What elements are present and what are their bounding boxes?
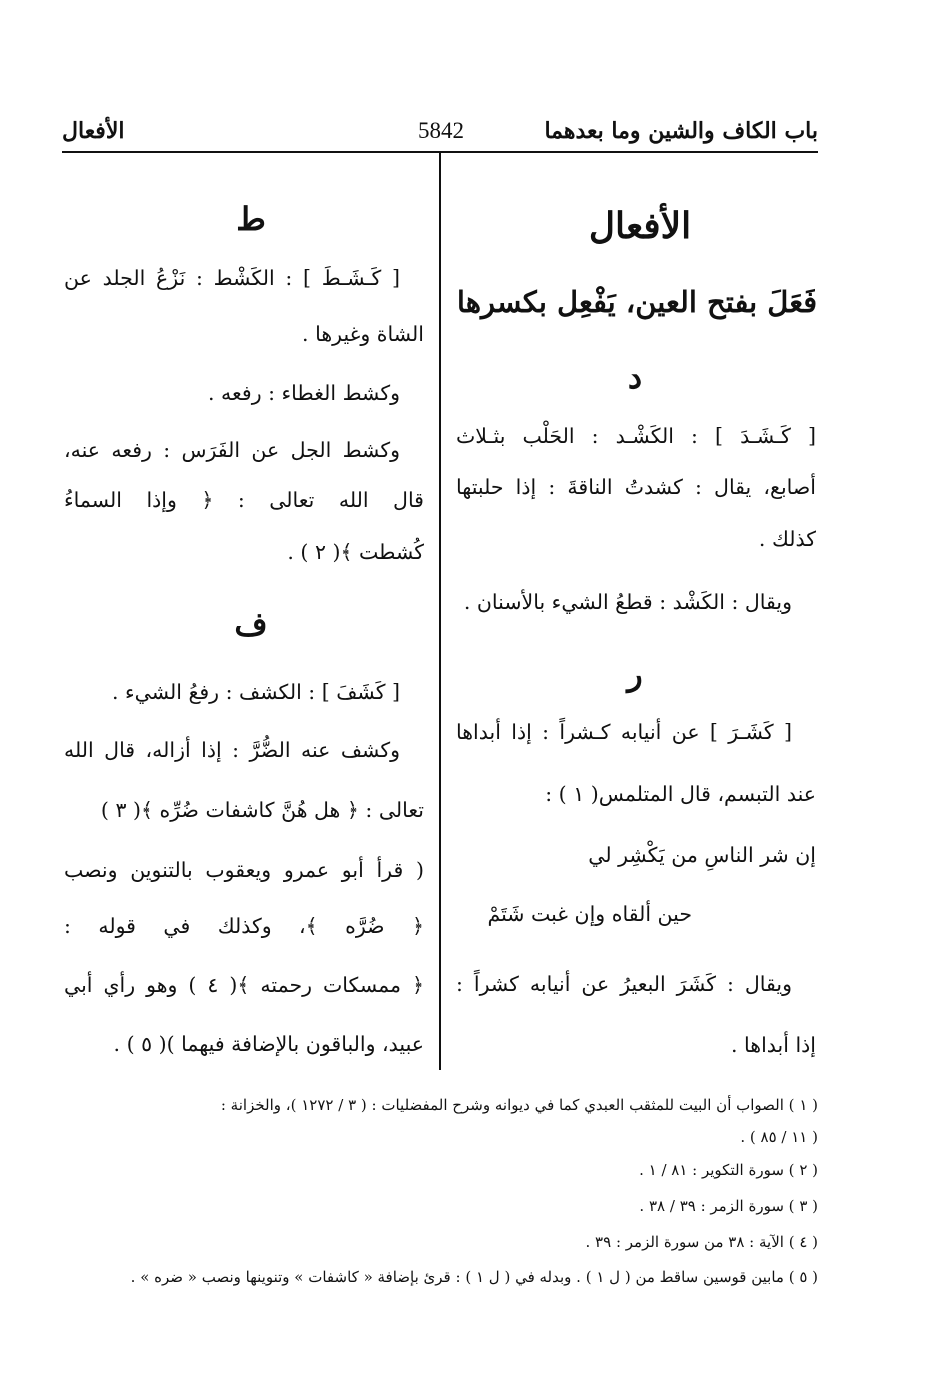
footnote: ( ١ ) الصواب أن البيت للمثقب العبدي كما في ديوانه وشرح المفضليات : ( ٣ / ١٢٧٢ )، والخزانة : [220, 1096, 818, 1114]
entry-line: ويقال : الكَشْد : قطعُ الشيء بالأسنان . [463, 590, 792, 614]
section-letter-d: د [627, 358, 643, 396]
footnote: ( ٤ ) الآية : ٣٨ من سورة الزمر : ٣٩ . [585, 1233, 818, 1251]
entry-line: تعالى : ﴿ هل هُنَّ كاشفات ضُرِّه ﴾( ٣ ) [100, 798, 424, 822]
footnote: ( ٥ ) مابين قوسين ساقط من ( ل ١ ) . وبدله في ( ل ١ ) : قرئ بإضافة « كاشفات » وتنوينها ونصب « ضره » . [130, 1268, 818, 1286]
entry-line: كذلك . [758, 527, 816, 551]
entry-line: عبيد، والباقون بالإضافة فيهما )( ٥ ) . [113, 1032, 424, 1056]
entry-line: إذا أبداها . [731, 1033, 816, 1057]
footnote: ( ٣ ) سورة الزمر : ٣٩ / ٣٨ . [639, 1197, 818, 1215]
entry-line: وكشط الغطاء : رفعه . [207, 381, 400, 405]
entry-line: أصابع، يقال : كشدتُ الناقةَ : إذا حلبتها [456, 475, 816, 499]
entry-line: ﴿ ممسكات رحمته ﴾( ٤ ) وهو رأي أبي [64, 973, 424, 997]
page-number: 5842 [418, 118, 464, 143]
section-letter-t: ط [236, 200, 266, 238]
entry-line: [ كَـشَـدَ ] : الكَشْـد : الحَلْب بثـلاث [456, 424, 816, 448]
entry-line: كُشطت ﴾( ٢ ) . [287, 540, 424, 564]
entry-line: عند التبسم، قال المتلمس( ١ ) : [545, 782, 816, 806]
entry-line: الشاة وغيرها . [302, 322, 424, 346]
verse-line: إن شر الناسِ من يَكْشِر لي [588, 843, 816, 867]
entry-line: ( قرأ أبو عمرو ويعقوب بالتنوين ونصب [64, 858, 424, 882]
column-divider [439, 153, 441, 1070]
column-title: الأفعال [588, 205, 692, 247]
entry-line: [ كَـشَـطَ ] : الكَشْط : نَزْعُ الجلد عن [64, 266, 400, 290]
footnote: ( ٢ ) سورة التكوير : ٨١ / ١ . [639, 1161, 818, 1179]
verse-line: حين ألقاه وإن غبت شَتَمْ [487, 902, 692, 926]
running-header-chapter: باب الكاف والشين وما بعدهما [544, 118, 818, 144]
running-header-section: الأفعال [62, 118, 125, 144]
entry-line: وكشط الجل عن الفَرَس : رفعه عنه، [64, 438, 400, 462]
section-letter-r: ر [627, 655, 643, 693]
entry-line: [ كَشَفَ ] : الكشف : رفعُ الشيء . [111, 680, 400, 704]
entry-line: وكشف عنه الضُّرَّ : إذا أزاله، قال الله [64, 738, 400, 762]
entry-line: [ كَشَـرَ ] عن أنيابه كـشراً : إذا أبداها [456, 720, 792, 744]
column-subtitle: فَعَلَ بفتح العين، يَفْعِل بكسرها [456, 285, 818, 319]
entry-line: ويقال : كَشَرَ البعيرُ عن أنيابه كشراً : [456, 972, 792, 996]
footnote-continuation: ( ١١ / ٨٥ ) . [740, 1128, 818, 1146]
section-letter-f: ف [234, 605, 268, 643]
entry-line: ﴿ ضُرَّه ﴾، وكذلك في قوله : [64, 914, 424, 938]
entry-line: قال الله تعالى : ﴿ وإذا السماءُ [64, 488, 424, 512]
